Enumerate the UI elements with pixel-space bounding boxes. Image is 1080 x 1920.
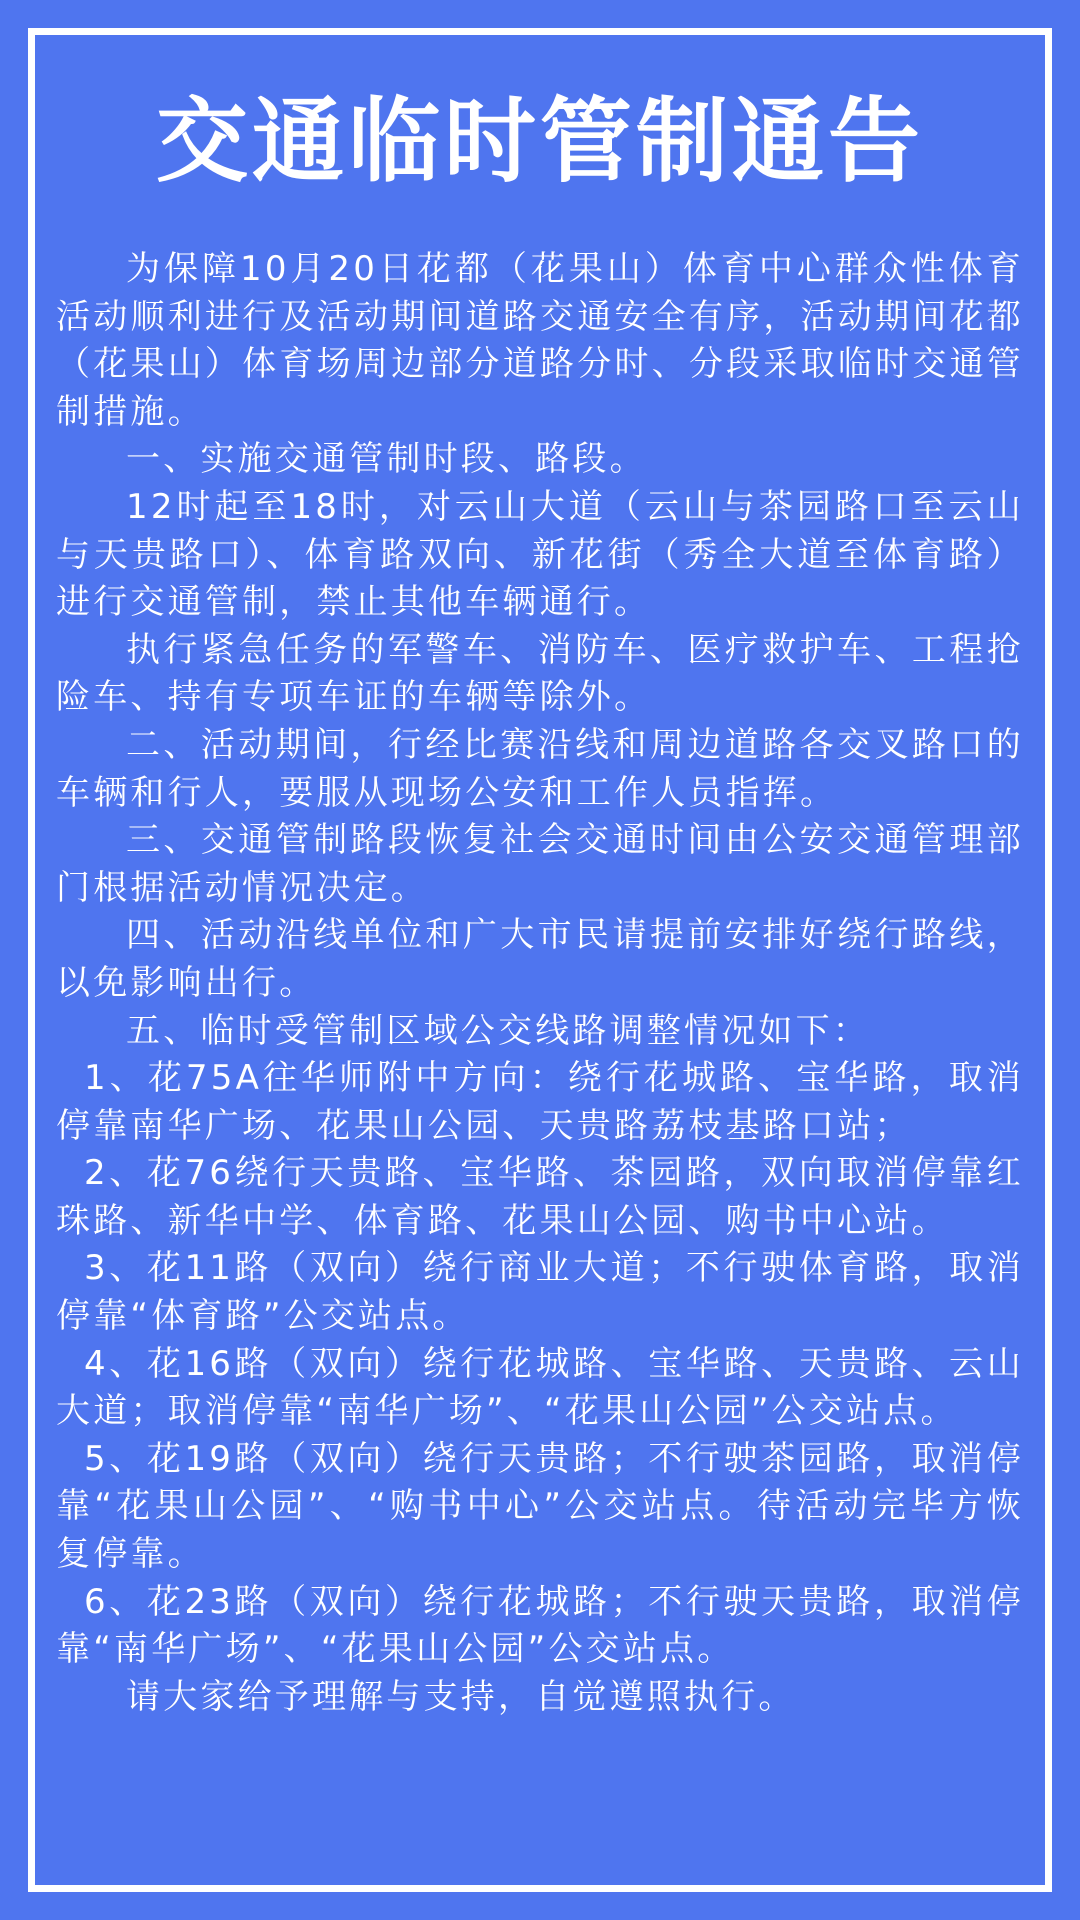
control-period-paragraph: 12时起至18时，对云山大道（云山与茶园路口至云山与天贵路口）、体育路双向、新花街（秀全大道至体育路）进行交通管制，禁止其他车辆通行。 xyxy=(56,486,1024,623)
bus-route-item: 1、花75A往华师附中方向：绕行花城路、宝华路，取消停靠南华广场、花果山公园、天贵路荔枝基路口站； xyxy=(56,1058,1024,1146)
bus-route-item: 4、花16路（双向）绕行花城路、宝华路、天贵路、云山大道；取消停靠“南华广场”、“花果山公园”公交站点。 xyxy=(56,1343,1024,1432)
bus-route-item: 2、花76绕行天贵路、宝华路、茶园路，双向取消停靠红珠路、新华中学、体育路、花果山公园、购书中心站。 xyxy=(56,1153,1024,1241)
section-four-paragraph: 四、活动沿线单位和广大市民请提前安排好绕行路线，以免影响出行。 xyxy=(56,915,1024,1003)
section-five-heading: 五、临时受管制区域公交线路调整情况如下： xyxy=(126,1010,870,1051)
section-three-paragraph: 三、交通管制路段恢复社会交通时间由公安交通管理部门根据活动情况决定。 xyxy=(56,820,1024,908)
notice-title: 交通临时管制通告 xyxy=(155,88,924,195)
bus-route-item: 6、花23路（双向）绕行花城路；不行驶天贵路，取消停靠“南华广场”、“花果山公园”公交站点。 xyxy=(56,1581,1024,1670)
bus-route-item: 3、花11路（双向）绕行商业大道；不行驶体育路，取消停靠“体育路”公交站点。 xyxy=(56,1248,1024,1337)
bus-route-item: 5、花19路（双向）绕行天贵路；不行驶茶园路，取消停靠“花果山公园”、“购书中心”公交站点。待活动完毕方恢复停靠。 xyxy=(56,1438,1024,1575)
section-two-paragraph: 二、活动期间，行经比赛沿线和周边道路各交叉路口的车辆和行人，要服从现场公安和工作人员指挥。 xyxy=(56,724,1024,813)
notice-intro-paragraph: 为保障10月20日花都（花果山）体育中心群众性体育活动顺利进行及活动期间道路交通安全有序，活动期间花都（花果山）体育场周边部分道路分时、分段采取临时交通管制措施。 xyxy=(56,249,1024,432)
section-one-heading: 一、实施交通管制时段、路段。 xyxy=(126,439,647,480)
notice-body xyxy=(56,246,1024,1721)
exemption-paragraph: 执行紧急任务的军警车、消防车、医疗救护车、工程抢险车、持有专项车证的车辆等除外。 xyxy=(56,629,1024,718)
closing-paragraph: 请大家给予理解与支持，自觉遵照执行。 xyxy=(126,1676,796,1717)
